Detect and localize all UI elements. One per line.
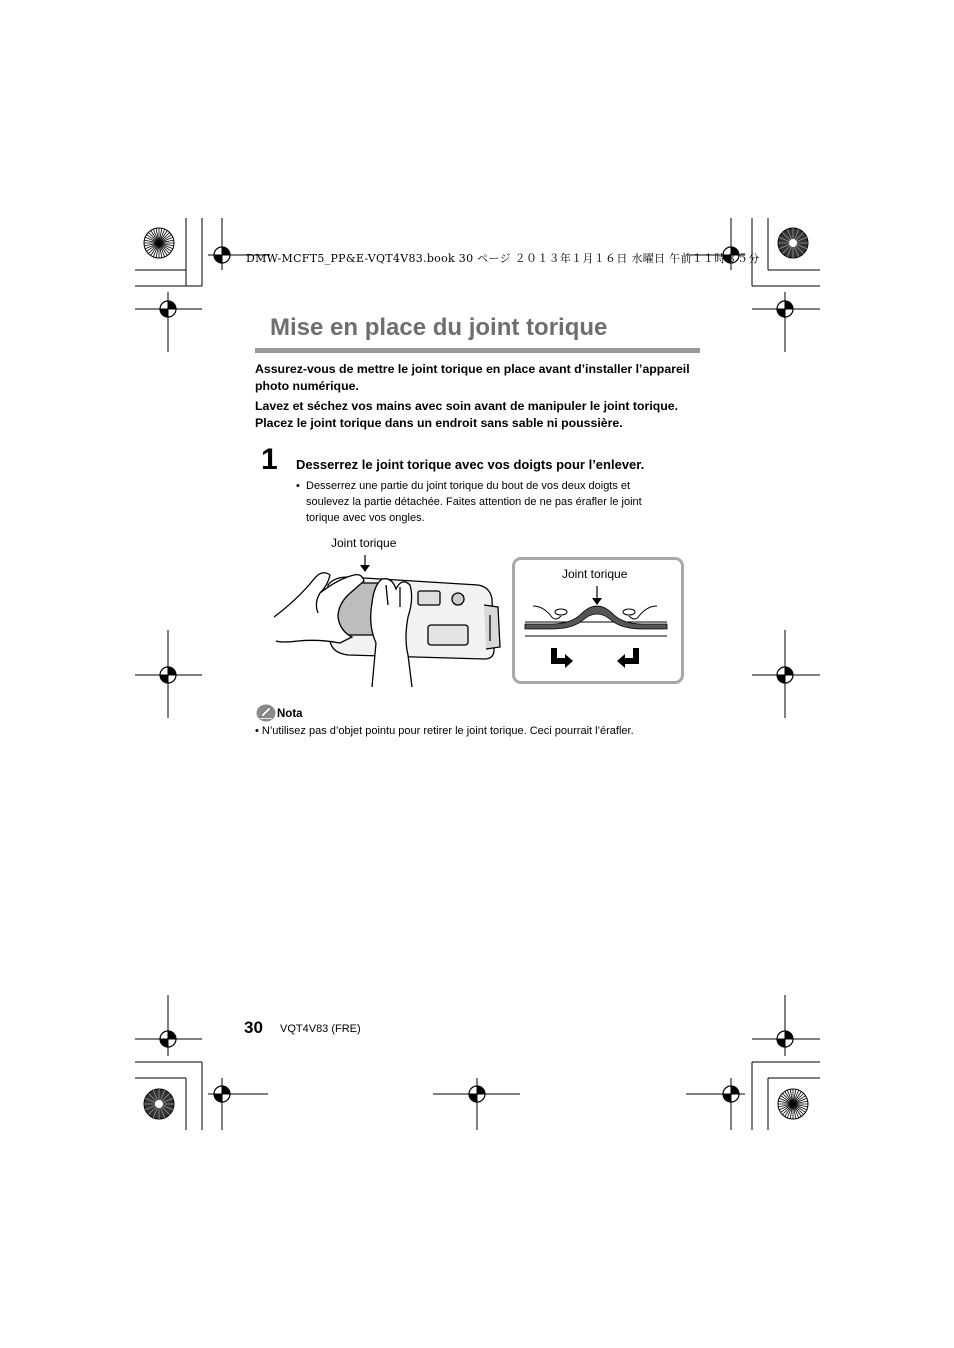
arrow-right-icon (551, 648, 573, 668)
step-number: 1 (261, 443, 278, 476)
right-hand (371, 579, 412, 687)
intro-paragraph-1: Assurez-vous de mettre le joint torique en place avant d’installer l’appareil photo numérique. (255, 362, 690, 393)
intro-paragraph-2: Lavez et séchez vos mains avec soin avant de manipuler le joint torique. Placez le joint torique dans un endroit sans sable ni poussière. (255, 399, 679, 430)
printer-slug-line: DMW-MCFT5_PP&E-VQT4V83.book 30 ページ ２０１３年１月１６日 水曜日 午前１１時３５分 (246, 252, 760, 265)
illustration-label-right: Joint torique (562, 567, 628, 581)
starburst-registration-icon (778, 1089, 808, 1119)
page-number: 30 (244, 1018, 263, 1037)
step-bullet-text: Desserrez une partie du joint torique du bout de vos deux doigts et soulevez la partie détachée. Faites attention de ne pas érafler le joint torique avec vos ongles. (306, 480, 642, 524)
step-title: Desserrez le joint torique avec vos doigts pour l’enlever. (296, 457, 645, 472)
step-bullet (296, 478, 676, 526)
note-text: • N’utilisez pas d’objet pointu pour retirer le joint torique. Ceci pourrait l’érafler. (255, 725, 634, 737)
title-underline (255, 348, 700, 353)
starburst-registration-icon (144, 1089, 174, 1119)
bullet-symbol: • (296, 480, 300, 492)
illustration-label-left: Joint torique (331, 536, 397, 550)
starburst-registration-icon (778, 228, 808, 258)
camera-case-illustration (268, 555, 508, 690)
arrow-left-icon (617, 648, 639, 668)
document-code: VQT4V83 (FRE) (280, 1023, 361, 1035)
pencil-note-icon (256, 704, 276, 722)
starburst-registration-icon (144, 228, 174, 258)
page-title: Mise en place du joint torique (270, 314, 608, 341)
note-label: Nota (277, 708, 303, 720)
